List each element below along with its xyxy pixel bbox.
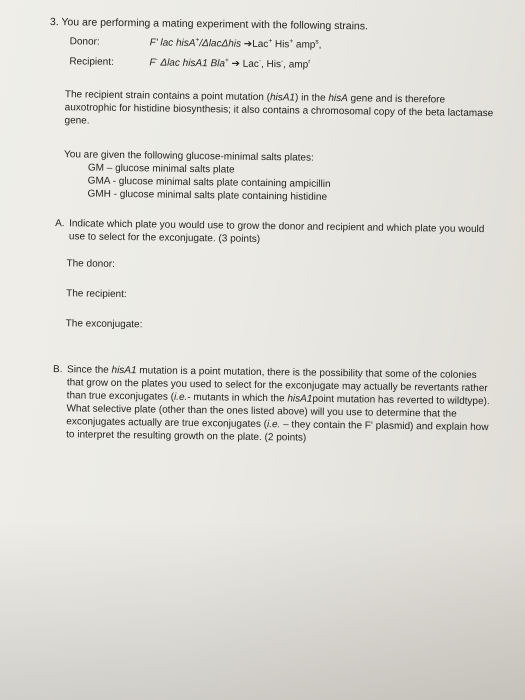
donor-label: Donor: <box>69 36 100 48</box>
part-a-letter: A. <box>55 218 65 230</box>
part-b-text: Since the hisA1 mutation is a point mutation, there is the possibility that some of the colonies that grow on the plates you used to select for the exconjugate may actually be revertants rather than true exconjugates (i.e.- mutants in which the hisA1point mutation has reverted to wildtype). What selective plate (other than the ones listed above) will you use to determine that the exconjugates actually are true exconjugates (i.e. – they contain the F' plasmid) and explain how to interpret the resulting growth on the plate. (2 points) <box>66 364 490 444</box>
paper-shadow <box>0 520 525 700</box>
plate-item: GMH - glucose minimal salts plate containing histidine <box>87 188 328 203</box>
part-b <box>52 363 495 447</box>
plates-intro: You are given the following glucose-minimal salts plates: <box>63 149 314 164</box>
arrow-icon: ➔ <box>231 58 240 70</box>
part-a-text: Indicate which plate you would use to grow the donor and recipient and which plate you would use to select for the exconjugate. (3 points) <box>68 218 485 245</box>
plate-list <box>87 162 498 207</box>
part-a <box>54 217 498 336</box>
question-title: 3. You are performing a mating experiment with the following strains. <box>49 16 369 33</box>
answer-recipient: The recipient: <box>66 288 127 301</box>
plate-item: GM – glucose minimal salts plate <box>87 162 235 176</box>
recipient-description: The recipient strain contains a point mutation (hisA1) in the hisA gene and is therefore auxotrophic for histidine biosynthesis; it also contains a chromosomal copy of the beta lactamase gene. <box>64 89 494 127</box>
plates-section <box>63 148 498 206</box>
recipient-genotype: F- Δlac hisA1 Bla+ ➔ Lac-, His-, amp$^r$ <box>149 56 311 71</box>
arrow-icon: ➔ <box>243 38 253 50</box>
recipient-label: Recipient: <box>69 56 114 68</box>
plate-item: GMA - glucose minimal salts plate containing ampicillin <box>87 175 331 190</box>
answer-donor: The donor: <box>66 258 115 270</box>
answer-exconjugate: The exconjugate: <box>65 318 143 331</box>
recipient-row <box>69 52 499 76</box>
question-3 <box>44 16 500 447</box>
donor-genotype: F' lac hisA+/ΔlacΔhis ➔Lac+ His+ amp$^s$, <box>149 36 322 51</box>
part-b-letter: B. <box>52 364 63 376</box>
